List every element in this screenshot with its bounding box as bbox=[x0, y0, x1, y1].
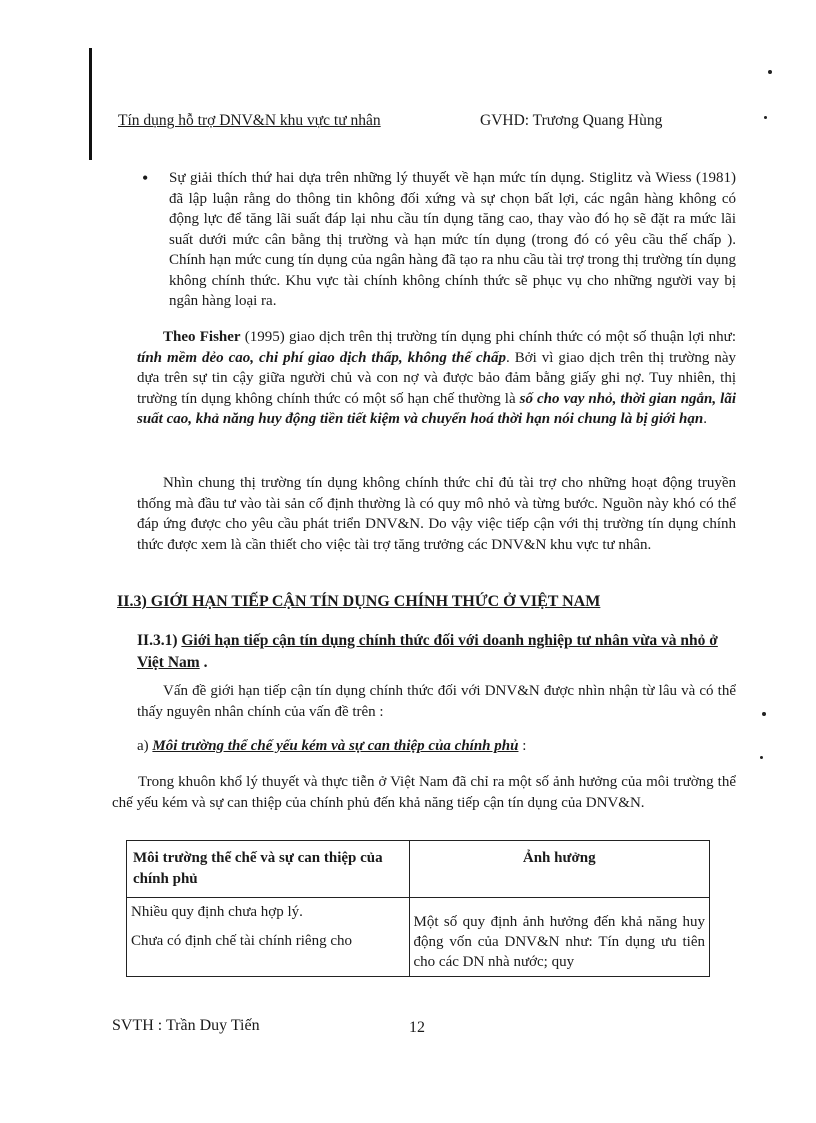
section-number: II.3) bbox=[117, 593, 147, 610]
summary-text: Nhìn chung thị trường tín dụng không chính thức chỉ đủ tài trợ cho những hoạt động truyền thống mà đầu tư vào tài sản cố định thường là có quy mô nhỏ và từng bước. Nguồn này khó có thể đáp ứng được cho yêu cầu phát triển DNV&N. Do vậy việc tiếp cận với thị trường tín dụng chính thức được xem là cần thiết cho việc tài trợ tăng trưởng các DNV&N khu vực tư nhân. bbox=[137, 475, 736, 553]
item-a-heading bbox=[137, 738, 526, 755]
table-cell-line: Chưa có định chế tài chính riêng cho bbox=[131, 933, 352, 949]
scan-speck bbox=[760, 756, 763, 759]
table-cell: Một số quy định ảnh hưởng đến khả năng huy động vốn của DNV&N như: Tín dụng ưu tiên cho các DN nhà nước; quy bbox=[409, 898, 710, 977]
table-cell-line: Nhiều quy định chưa hợp lý. bbox=[131, 904, 303, 920]
table-header-row bbox=[127, 841, 710, 898]
subsection-title: Giới hạn tiếp cận tín dụng chính thức đối với doanh nghiệp tư nhân vừa và nhỏ ở Việt Nam bbox=[137, 632, 718, 671]
header-supervisor: GVHD: Trương Quang Hùng bbox=[480, 112, 663, 129]
subsection-heading bbox=[137, 630, 733, 674]
item-a-label: a) bbox=[137, 738, 153, 754]
scan-speck bbox=[768, 70, 772, 74]
intro-paragraph bbox=[137, 681, 736, 722]
section-heading bbox=[117, 593, 600, 611]
item-a-text: Trong khuôn khổ lý thuyết và thực tiễn ở Việt Nam đã chỉ ra một số ảnh hưởng của môi trường thể chế yếu kém và sự can thiệp của chính phủ đến khả năng tiếp cận tín dụng của DNV&N. bbox=[112, 774, 736, 811]
fisher-text-1: (1995) giao dịch trên thị trường tín dụng phi chính thức có một số thuận lợi như: bbox=[240, 329, 736, 345]
subsection-number: II.3.1) bbox=[137, 632, 182, 649]
bullet-paragraph bbox=[142, 168, 736, 312]
fisher-paragraph bbox=[137, 327, 736, 430]
fisher-text-2: . Bởi vì giao dịch trên thị trường này dựa trên sự tin cậy giữa người chủ và con nợ và được bảo đảm bằng giấy ghi nợ. Tuy nhiên, thị trường tín dụng không chính thức có một số hạn chế thường là bbox=[137, 349, 737, 407]
subsection-tail: . bbox=[199, 654, 208, 671]
table-cell bbox=[127, 898, 410, 977]
item-a-tail: : bbox=[518, 738, 527, 754]
table-header-cell: Ảnh hưởng bbox=[409, 841, 710, 898]
summary-paragraph bbox=[137, 473, 736, 555]
page-number: 12 bbox=[409, 1019, 425, 1036]
table-row bbox=[127, 898, 710, 977]
item-a-title: Môi trường thể chế yếu kém và sự can thiệp của chính phủ bbox=[152, 738, 519, 754]
intro-text: Vấn đề giới hạn tiếp cận tín dụng chính thức đối với DNV&N được nhìn nhận từ lâu và có thể thấy nguyên nhân chính của vấn đề trên : bbox=[137, 683, 736, 720]
scan-speck bbox=[762, 712, 766, 716]
table-header-cell: Môi trường thể chế và sự can thiệp của chính phủ bbox=[127, 841, 410, 898]
bullet-text: Sự giải thích thứ hai dựa trên những lý thuyết về hạn mức tín dụng. Stiglitz và Wiess (1981) đã lập luận rằng do thông tin không đối xứng và sự chọn bất lợi, các ngân hàng không có động lực để tăng lãi suất đáp lại nhu cầu tín dụng tăng cao, thay vào đó họ sẽ đặt ra mức lãi suất dưới mức cân bằng thị trường và hạn mức tín dụng (trong đó có yêu cầu thế chấp ). Chính hạn mức cung tín dụng của ngân hàng đã tạo ra nhu cầu tài trợ trong thị trường tín dụng không chính thức. Khu vực tài chính không chính thức sẽ phục vụ cho những người vay bị ngân hàng loại ra. bbox=[169, 170, 737, 309]
footer-author: SVTH : Trần Duy Tiến bbox=[112, 1017, 260, 1034]
scan-speck bbox=[764, 116, 767, 119]
scan-margin-line bbox=[89, 48, 92, 160]
section-title: GIỚI HẠN TIẾP CẬN TÍN DỤNG CHÍNH THỨC Ở VIỆT NAM bbox=[146, 593, 601, 610]
impact-table bbox=[126, 840, 710, 977]
fisher-emphasis-2: số cho vay nhỏ, thời gian ngắn, lãi suất cao, khả năng huy động tiền tiết kiệm và chuyển hoá thời hạn nói chung là bị giới hạn bbox=[137, 390, 736, 427]
fisher-emphasis-1: tính mềm dẻo cao, chi phí giao dịch thấp, không thế chấp bbox=[137, 349, 506, 366]
fisher-text-3: . bbox=[703, 411, 707, 427]
header-title: Tín dụng hỗ trợ DNV&N khu vực tư nhân bbox=[118, 112, 381, 129]
bullet-icon: • bbox=[142, 168, 149, 188]
item-a-paragraph bbox=[112, 772, 736, 813]
fisher-name: Theo Fisher bbox=[163, 329, 241, 345]
